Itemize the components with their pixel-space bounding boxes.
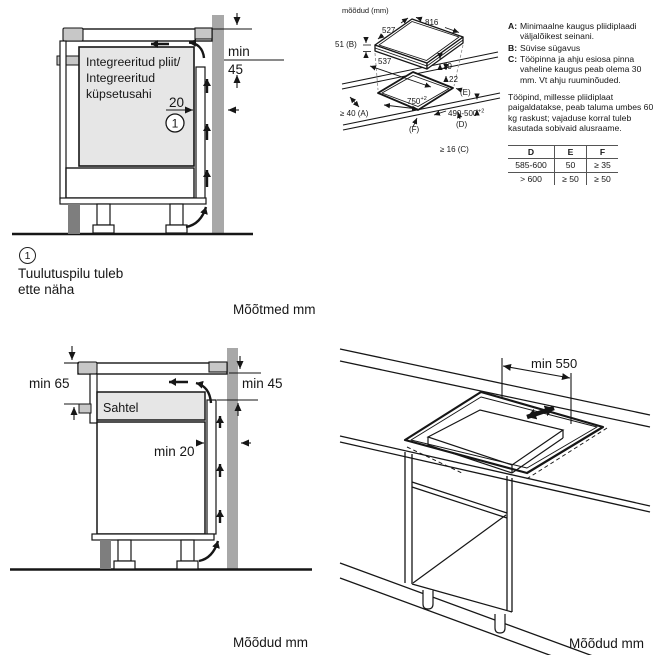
note-key-c: C: — [508, 53, 518, 64]
col-e: E — [555, 146, 587, 159]
ventilation-channel — [207, 400, 216, 534]
dim-750: 750 — [407, 97, 421, 106]
worktop-cutout-perspective-diagram — [335, 338, 655, 655]
dim-490-500: 490-500 — [448, 109, 478, 118]
note-text-b: Süvise sügavus — [520, 42, 581, 53]
svg-text:min 45: min 45 — [242, 376, 283, 391]
note-callout-circle: 1 — [19, 247, 36, 264]
note-text-a: Minimaalne kaugus pliidiplaadi väljalõikest seinani. — [520, 21, 637, 42]
leg-foot — [177, 561, 198, 569]
cabinet-side-panel — [60, 41, 66, 200]
callout-1 — [166, 114, 184, 132]
cabinet-base — [92, 534, 214, 540]
svg-text:20: 20 — [169, 95, 185, 110]
leg — [118, 540, 131, 561]
appliance-label-line1: Integreeritud pliit/ — [86, 55, 181, 69]
leg — [495, 614, 505, 633]
dim-22: 22 — [449, 75, 458, 84]
hob-edge-right — [195, 28, 212, 39]
note-item-a — [508, 21, 655, 42]
dim-a: ≥ 40 (A) — [340, 109, 369, 118]
appliance-label-line2: Integreeritud — [86, 71, 156, 85]
ventilation-channel — [196, 67, 205, 200]
dim-816: 816 — [425, 18, 439, 27]
countertop — [78, 363, 227, 374]
dim-min-550: min 550 — [531, 356, 578, 371]
iso-title: mõõdud (mm) — [342, 6, 389, 15]
leg-foot — [166, 225, 187, 233]
svg-text:+2: +2 — [478, 108, 485, 115]
label-d: (D) — [456, 120, 468, 129]
table-row: > 600 ≥ 50 ≥ 50 — [508, 172, 618, 185]
mounting-tab — [79, 404, 91, 413]
label-f: (F) — [409, 125, 420, 134]
dimension-table — [508, 145, 618, 185]
caption-moodud-left: Mõõdud mm — [233, 635, 309, 650]
table-row: 585-600 50 ≥ 35 — [508, 159, 618, 172]
countertop — [64, 29, 212, 41]
svg-text:+2: +2 — [420, 96, 427, 102]
leg — [423, 590, 433, 609]
hob-edge-left — [78, 362, 97, 374]
leg-foot — [114, 561, 135, 569]
isometric-dimension-diagram — [330, 3, 505, 165]
cabinet-base — [60, 198, 206, 204]
ventilation-note: Tuulutuspilu tuleb ette näha — [18, 266, 124, 297]
dim-527: 527 — [382, 26, 396, 35]
top-left-installation-diagram — [0, 0, 330, 250]
leg — [170, 204, 183, 225]
dim-29: 29 — [443, 62, 452, 71]
wall-section — [212, 15, 224, 234]
col-f: F — [587, 146, 619, 159]
caption-mootmed: Mõõtmed mm — [233, 302, 316, 317]
leg — [181, 540, 194, 561]
svg-text:min 20: min 20 — [154, 444, 195, 459]
label-e: (E) — [460, 88, 471, 97]
note-item-c — [508, 54, 655, 85]
note-key-a: A: — [508, 21, 518, 31]
cabinet-structure — [78, 362, 227, 569]
note-text-c: Tööpinna ja ahju esiosa pinna vaheline kaugus peab olema 30 mm. Vt ahju ruuminõuded. — [520, 53, 642, 85]
note-item-b — [508, 43, 655, 53]
leg — [97, 204, 110, 225]
table-header-row — [508, 146, 618, 159]
plinth — [100, 540, 111, 569]
dim-c: ≥ 16 (C) — [440, 145, 469, 154]
svg-text:min 65: min 65 — [29, 376, 70, 391]
worktop-load-paragraph: Tööpind, millesse pliidiplaat paigaldatakse, peab taluma umbes 60 kg raskust; vajaduse korral tuleb kasutada sobivaid alusraame. — [508, 91, 654, 133]
svg-text:1: 1 — [171, 116, 179, 131]
appliance-label-line3: küpsetusahi — [86, 87, 152, 101]
drawer-label: Sahtel — [103, 401, 139, 415]
hob-edge-right — [209, 362, 227, 372]
side-panel — [90, 374, 97, 423]
worktop-cutout — [405, 392, 603, 473]
drawer-front — [66, 168, 194, 198]
cabinet-body — [97, 422, 205, 534]
note-key-b: B: — [508, 42, 518, 53]
dim-537: 537 — [378, 57, 392, 66]
leg-foot — [93, 225, 114, 233]
dim-51-b: 51 (B) — [335, 40, 357, 49]
bottom-left-installation-diagram — [0, 340, 330, 585]
svg-text:min: min — [228, 44, 250, 59]
caption-moodud-right: Mõõdud mm — [569, 636, 645, 651]
installation-notes — [508, 21, 655, 185]
svg-text:45: 45 — [228, 62, 244, 77]
col-d: D — [508, 146, 555, 159]
plinth — [68, 204, 80, 234]
hob-edge-left — [63, 28, 83, 41]
base-cabinet — [405, 452, 512, 633]
wall-section — [227, 348, 238, 569]
